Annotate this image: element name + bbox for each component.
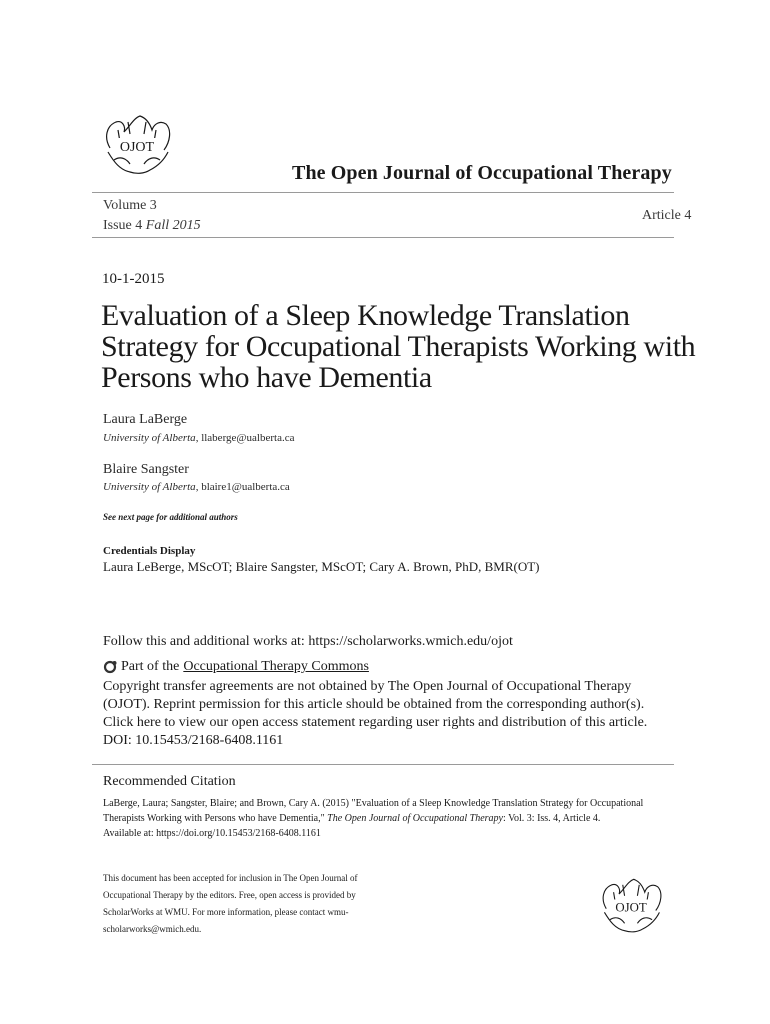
citation-line bbox=[103, 811, 683, 826]
citation-rule bbox=[92, 764, 674, 765]
article-number: Article 4 bbox=[642, 208, 692, 223]
author-email: , llaberge@ualberta.ca bbox=[195, 432, 295, 444]
citation-fragment: : Vol. 3: Iss. 4, Article 4. bbox=[502, 813, 601, 824]
author-name[interactable]: Laura LaBerge bbox=[103, 412, 188, 427]
svg-text:OJOT: OJOT bbox=[615, 900, 647, 915]
svg-text:OJOT: OJOT bbox=[119, 140, 155, 155]
volume-label[interactable]: Volume 3 bbox=[103, 198, 157, 213]
citation-doi-link[interactable]: Available at: https://doi.org/10.15453/2168-6408.1161 bbox=[103, 828, 321, 839]
citation-line: LaBerge, Laura; Sangster, Blaire; and Brown, Cary A. (2015) "Evaluation of a Sleep Knowledge Translation Strategy for Occupational bbox=[103, 798, 644, 809]
copyright-statement bbox=[103, 678, 663, 750]
part-of-prefix: Part of the bbox=[121, 659, 180, 674]
author-email: , blaire1@ualberta.ca bbox=[195, 481, 290, 493]
credentials-label: Credentials Display bbox=[103, 545, 196, 557]
journal-logo bbox=[100, 108, 174, 180]
recommended-citation-label: Recommended Citation bbox=[103, 774, 236, 789]
citation-text bbox=[103, 796, 683, 841]
publication-date: 10-1-2015 bbox=[102, 271, 165, 287]
commons-network-icon bbox=[103, 660, 117, 674]
doi-line: DOI: 10.15453/2168-6408.1161 bbox=[103, 733, 284, 748]
part-of-line bbox=[103, 658, 369, 676]
header-rule-bottom bbox=[92, 237, 674, 238]
journal-logo-footer bbox=[596, 872, 666, 938]
author-institution: University of Alberta bbox=[103, 481, 196, 493]
copyright-line: (OJOT). Reprint permission for this article should be obtained from the corresponding author(s). bbox=[103, 697, 645, 712]
disclaimer-line: ScholarWorks at WMU. For more information, please contact wmu- bbox=[103, 907, 349, 917]
disclaimer-line: This document has been accepted for inclusion in The Open Journal of bbox=[103, 873, 358, 883]
disclaimer-line: Occupational Therapy by the editors. Free, open access is provided by bbox=[103, 890, 356, 900]
author-name[interactable]: Blaire Sangster bbox=[103, 462, 189, 477]
issue-label[interactable] bbox=[103, 218, 201, 234]
disclaimer-line: scholarworks@wmich.edu. bbox=[103, 924, 202, 934]
author-affiliation bbox=[103, 481, 290, 493]
open-access-link[interactable]: Click here to view our open access statement regarding user rights and distribution of this article. bbox=[103, 715, 648, 730]
issue-season: Fall 2015 bbox=[145, 218, 201, 233]
article-title: Evaluation of a Sleep Knowledge Translation Strategy for Occupational Therapists Working with Persons who have Dementia bbox=[101, 299, 696, 394]
author-institution: University of Alberta bbox=[103, 432, 196, 444]
citation-fragment: Therapists Working with Persons who have Dementia," bbox=[103, 813, 325, 824]
occupational-therapy-commons-link[interactable]: Occupational Therapy Commons bbox=[183, 659, 369, 674]
issue-number: Issue 4 bbox=[103, 218, 143, 233]
citation-journal: The Open Journal of Occupational Therapy bbox=[327, 813, 503, 824]
disclaimer-text bbox=[103, 870, 383, 938]
see-next-note: See next page for additional authors bbox=[103, 512, 238, 522]
credentials-value: Laura LeBerge, MScOT; Blaire Sangster, MScOT; Cary A. Brown, PhD, BMR(OT) bbox=[103, 559, 540, 574]
journal-title: The Open Journal of Occupational Therapy bbox=[292, 162, 672, 184]
follow-link[interactable]: Follow this and additional works at: https://scholarworks.wmich.edu/ojot bbox=[103, 634, 513, 649]
author-affiliation bbox=[103, 432, 294, 444]
copyright-line: Copyright transfer agreements are not obtained by The Open Journal of Occupational Therapy bbox=[103, 679, 632, 694]
header-rule-top bbox=[92, 192, 674, 193]
